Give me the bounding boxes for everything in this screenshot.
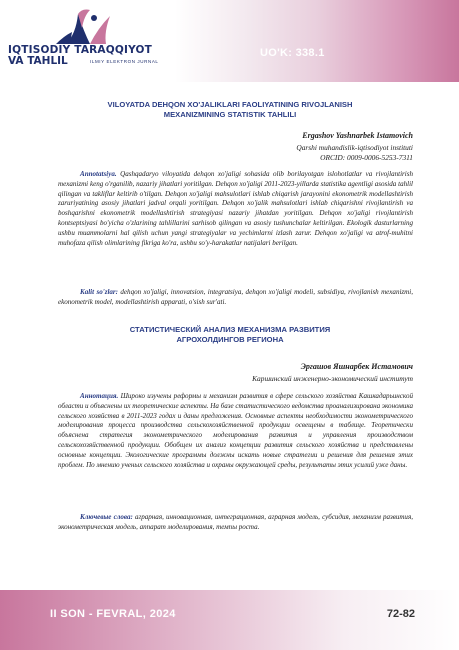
footer-band xyxy=(0,590,459,650)
uz-keywords xyxy=(58,288,413,308)
udk-code: UO'K: 338.1 xyxy=(260,47,325,59)
logo-title-line1: IQTISODIY TARAQQIYOT xyxy=(8,44,153,56)
ru-keywords-text: аграрная, инновационная, интеграционная, аграрная модель, субсидия, механизм развития, эконометрическая модель, аппарат моделирования, темпы роста. xyxy=(58,513,413,531)
uz-abstract-text: Qashqadaryo viloyatida dehqon xo'jaligi sohasida olib borilayotgan islohotlatlar va rivojlantirish mexanizmi keng o'rganilib, nazariy jihatlari yoritilgan. Dehqon xo'jaligi 2011-2023-yillarda statistika agentligi asosida tahlil qilingan va takliflar keltirib o'tilgan. Dehqon xo'jaligi mahsulotlari ishlab chiqarish jarayonini ekonometrik modellashtirish zaruriyatining asosiy jihatlari jadval orqali yoritilgan. Dehqon xo'jalik mahsulotlari ishlab chiqarishni rivojlantirish va boshqarishni ekonometrik modellashtirish strategiyasi nazariy jihatdan yoritilgan. Dehqon xo'jaligi rivojlantirish kontseptsiyasi bo'yicha o'zlarining tahlillarini sarhisob qilingan va asosiy tushunchalar keltirilgan. Ekologik dasturlarning ushbu muammolarni hal qilish uchun yangi strategiyalar va yechimlarni izlash zarur. Dehqon xo'jaligi va atrof-muhitni muhofaza qilish olimlarining fikriga ko'ra, ushbu so'y-harakatlar natijalari berilgan. xyxy=(58,170,414,247)
ru-affiliation: Каршинский инженерно-экономический институт xyxy=(252,374,413,383)
uz-keywords-label: Kalit so'zlar: xyxy=(80,288,119,296)
logo-subtitle: ILMIY ELEKTRON JURNAL xyxy=(90,59,159,64)
uz-title-line2: MEXANIZMINING STATISTIK TAHLILI xyxy=(163,110,297,119)
ru-abstract xyxy=(58,392,413,470)
ru-keywords xyxy=(58,513,413,533)
uz-abstract xyxy=(58,170,413,248)
uz-affiliation: Qarshi muhandislik-iqtisodiyot instituti xyxy=(296,143,413,152)
ru-title-line2: АГРОХОЛДИНГОВ РЕГИОНА xyxy=(176,335,284,344)
logo-title-line2: VA TAHLIL xyxy=(8,55,68,67)
journal-logo xyxy=(6,6,176,78)
uz-orcid: ORCID: 0009-0006-5253-7311 xyxy=(320,153,413,162)
header-gradient xyxy=(175,0,459,82)
uz-abstract-label: Annotatsiya. xyxy=(80,170,117,178)
uz-keywords-text: dehqon xo'jaligi, innovatsion, integratsiya, dehqon xo'jaligi modeli, subsidiya, rivojlanish mexanizmi, ekonometrik model, modellashtirish apparati, o'sish sur'ati. xyxy=(58,288,413,306)
footer-pages: 72-82 xyxy=(386,608,415,620)
ru-keywords-label: Ключевые слова: xyxy=(80,513,133,521)
ru-title-line1: СТАТИСТИЧЕСКИЙ АНАЛИЗ МЕХАНИЗМА РАЗВИТИЯ xyxy=(129,325,331,334)
ru-abstract-label: Аннотация. xyxy=(80,392,119,400)
ru-author: Эргашов Яшнарбек Истамович xyxy=(300,362,413,371)
footer-issue: II SON - FEVRAL, 2024 xyxy=(50,608,176,620)
uz-author: Ergashov Yashnarbek Istamovich xyxy=(302,131,413,140)
logo-emblem-icon xyxy=(6,6,176,46)
uz-title-line1: VILOYATDA DEHQON XO'JALIKLARI FAOLIYATINING RIVOJLANISH xyxy=(107,100,353,109)
ru-abstract-text: Широко изучены реформы и механизм развития в сфере сельского хозяйства Кашкадарьинской области и объяснены их теоретические аспекты. На базе статистического ведомства проанализирована экономика сельского хозяйства в 2011-2023 годах и даны предложения. Основные аспекты необходимости эконометрического моделирования процесса производства сельскохозяйственной продукции освещены в таблице. Теоретически объяснена стратегия эконометрического моделирования развития и управления производством сельскохозяйственной продукции. Обобщен их анализ концепции развития сельского хозяйства и представлены основные концепции. Экологические программы должны искать новые стратегии и решения для решения этих проблем. По мнению ученых сельского хозяйства и охраны окружающей среды, результаты этих усилий уже даны. xyxy=(58,392,413,469)
